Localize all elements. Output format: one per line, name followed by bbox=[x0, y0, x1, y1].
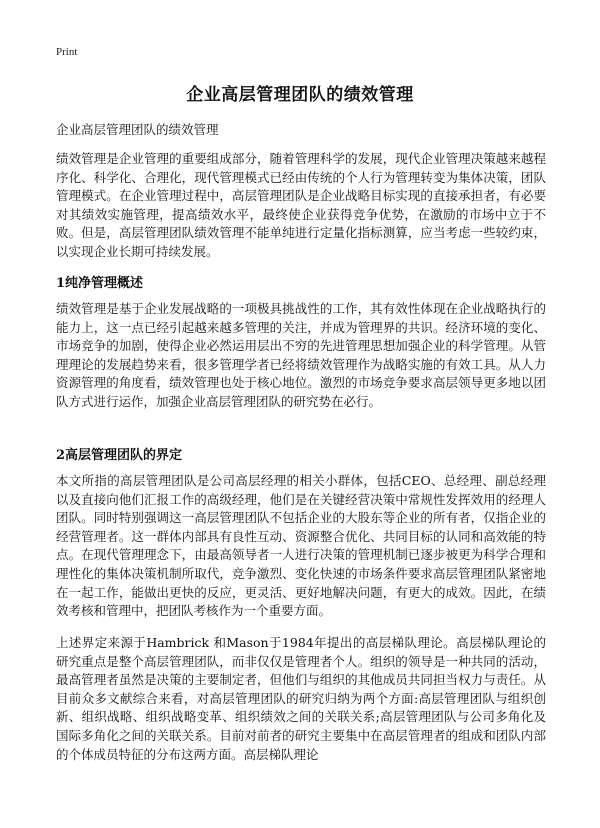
print-link[interactable]: Print bbox=[56, 46, 78, 58]
subtitle: 企业高层管理团队的绩效管理 bbox=[56, 122, 219, 137]
page-title: 企业高层管理团队的绩效管理 bbox=[186, 85, 414, 105]
section-heading-1: 1纯净管理概述 bbox=[56, 276, 144, 291]
paragraph-section-2: 本文所指的高层管理团队是公司高层经理的相关小群体，包括CEO、总经理、副总经理以及直接向他们汇报工作的高级经理，他们是在关键经营决策中常规性发挥效用的经理人团队。同时特别强调这一高层管理团队不包括企业的大股东等企业的所有者，仅指企业的经营管理者。这一群体内部具有良性互动、资源整合优化、共同目标的认同和高效能的特点。在现代管理理念下，由最高领导者一人进行决策的管理机制已逐步被更为科学合理和理性化的集体决策机制所取代，竞争激烈、变化快速的市场条件要求高层管理团队紧密地在一起工作，能做出更快的反应，更灵活、更好地解决问题，有更大的成效。因此，在绩效考核和管理中，把团队考核作为一个重要方面。 bbox=[56, 473, 546, 619]
paragraph-section-2-cont: 上述界定来源于Hambrick 和Mason于1984年提出的高层梯队理论。高层梯队理论的研究重点是整个高层管理团队，而非仅仅是管理者个人。组织的领导是一种共同的活动，最高管理者虽然是决策的主要制定者，但他们与组织的其他成员共同担当权力与责任。从目前众多文献综合来看，对高层管理团队的研究归纳为两个方面:高层管理团队与组织创新、组织战略、组织战略变革、组织绩效之间的关联关系;高层管理团队与公司多角化及国际多角化之间的关联关系。目前对前者的研究主要集中在高层管理者的组成和团队内部的个体成员特征的分布这两方面。高层梯队理论 bbox=[56, 635, 546, 762]
section-heading-2: 2高层管理团队的界定 bbox=[56, 448, 183, 463]
paragraph-intro: 绩效管理是企业管理的重要组成部分，随着管理科学的发展，现代企业管理决策越来越程序化、科学化、合理化，现代管理模式已经由传统的个人行为管理转变为集体决策，团队管理模式。在企业管理过程中，高层管理团队是企业战略目标实现的直接承担者，有必要对其绩效实施管理，提高绩效水平，最终使企业获得竞争优势，在激励的市场中立于不败。但是，高层管理团队绩效管理不能单纯进行定量化指标测算，应当考虑一些较约束，以实现企业长期可持续发展。 bbox=[56, 151, 546, 259]
paragraph-section-1: 绩效管理是基于企业发展战略的一项极具挑战性的工作，其有效性体现在企业战略执行的能力上，这一点已经引起越来越多管理的关注，并成为管理界的共识。经济环境的变化、市场竞争的加剧，使得企业必然运用层出不穷的先进管理思想加强企业的科学管理。从管理理论的发展趋势来看，很多管理学者已经将绩效管理作为战略实施的有效工具。从人力资源管理的角度看，绩效管理也处于核心地位。激烈的市场竞争要求高层领导更多地以团队方式进行运作，加强企业高层管理团队的研究势在必行。 bbox=[56, 301, 546, 409]
